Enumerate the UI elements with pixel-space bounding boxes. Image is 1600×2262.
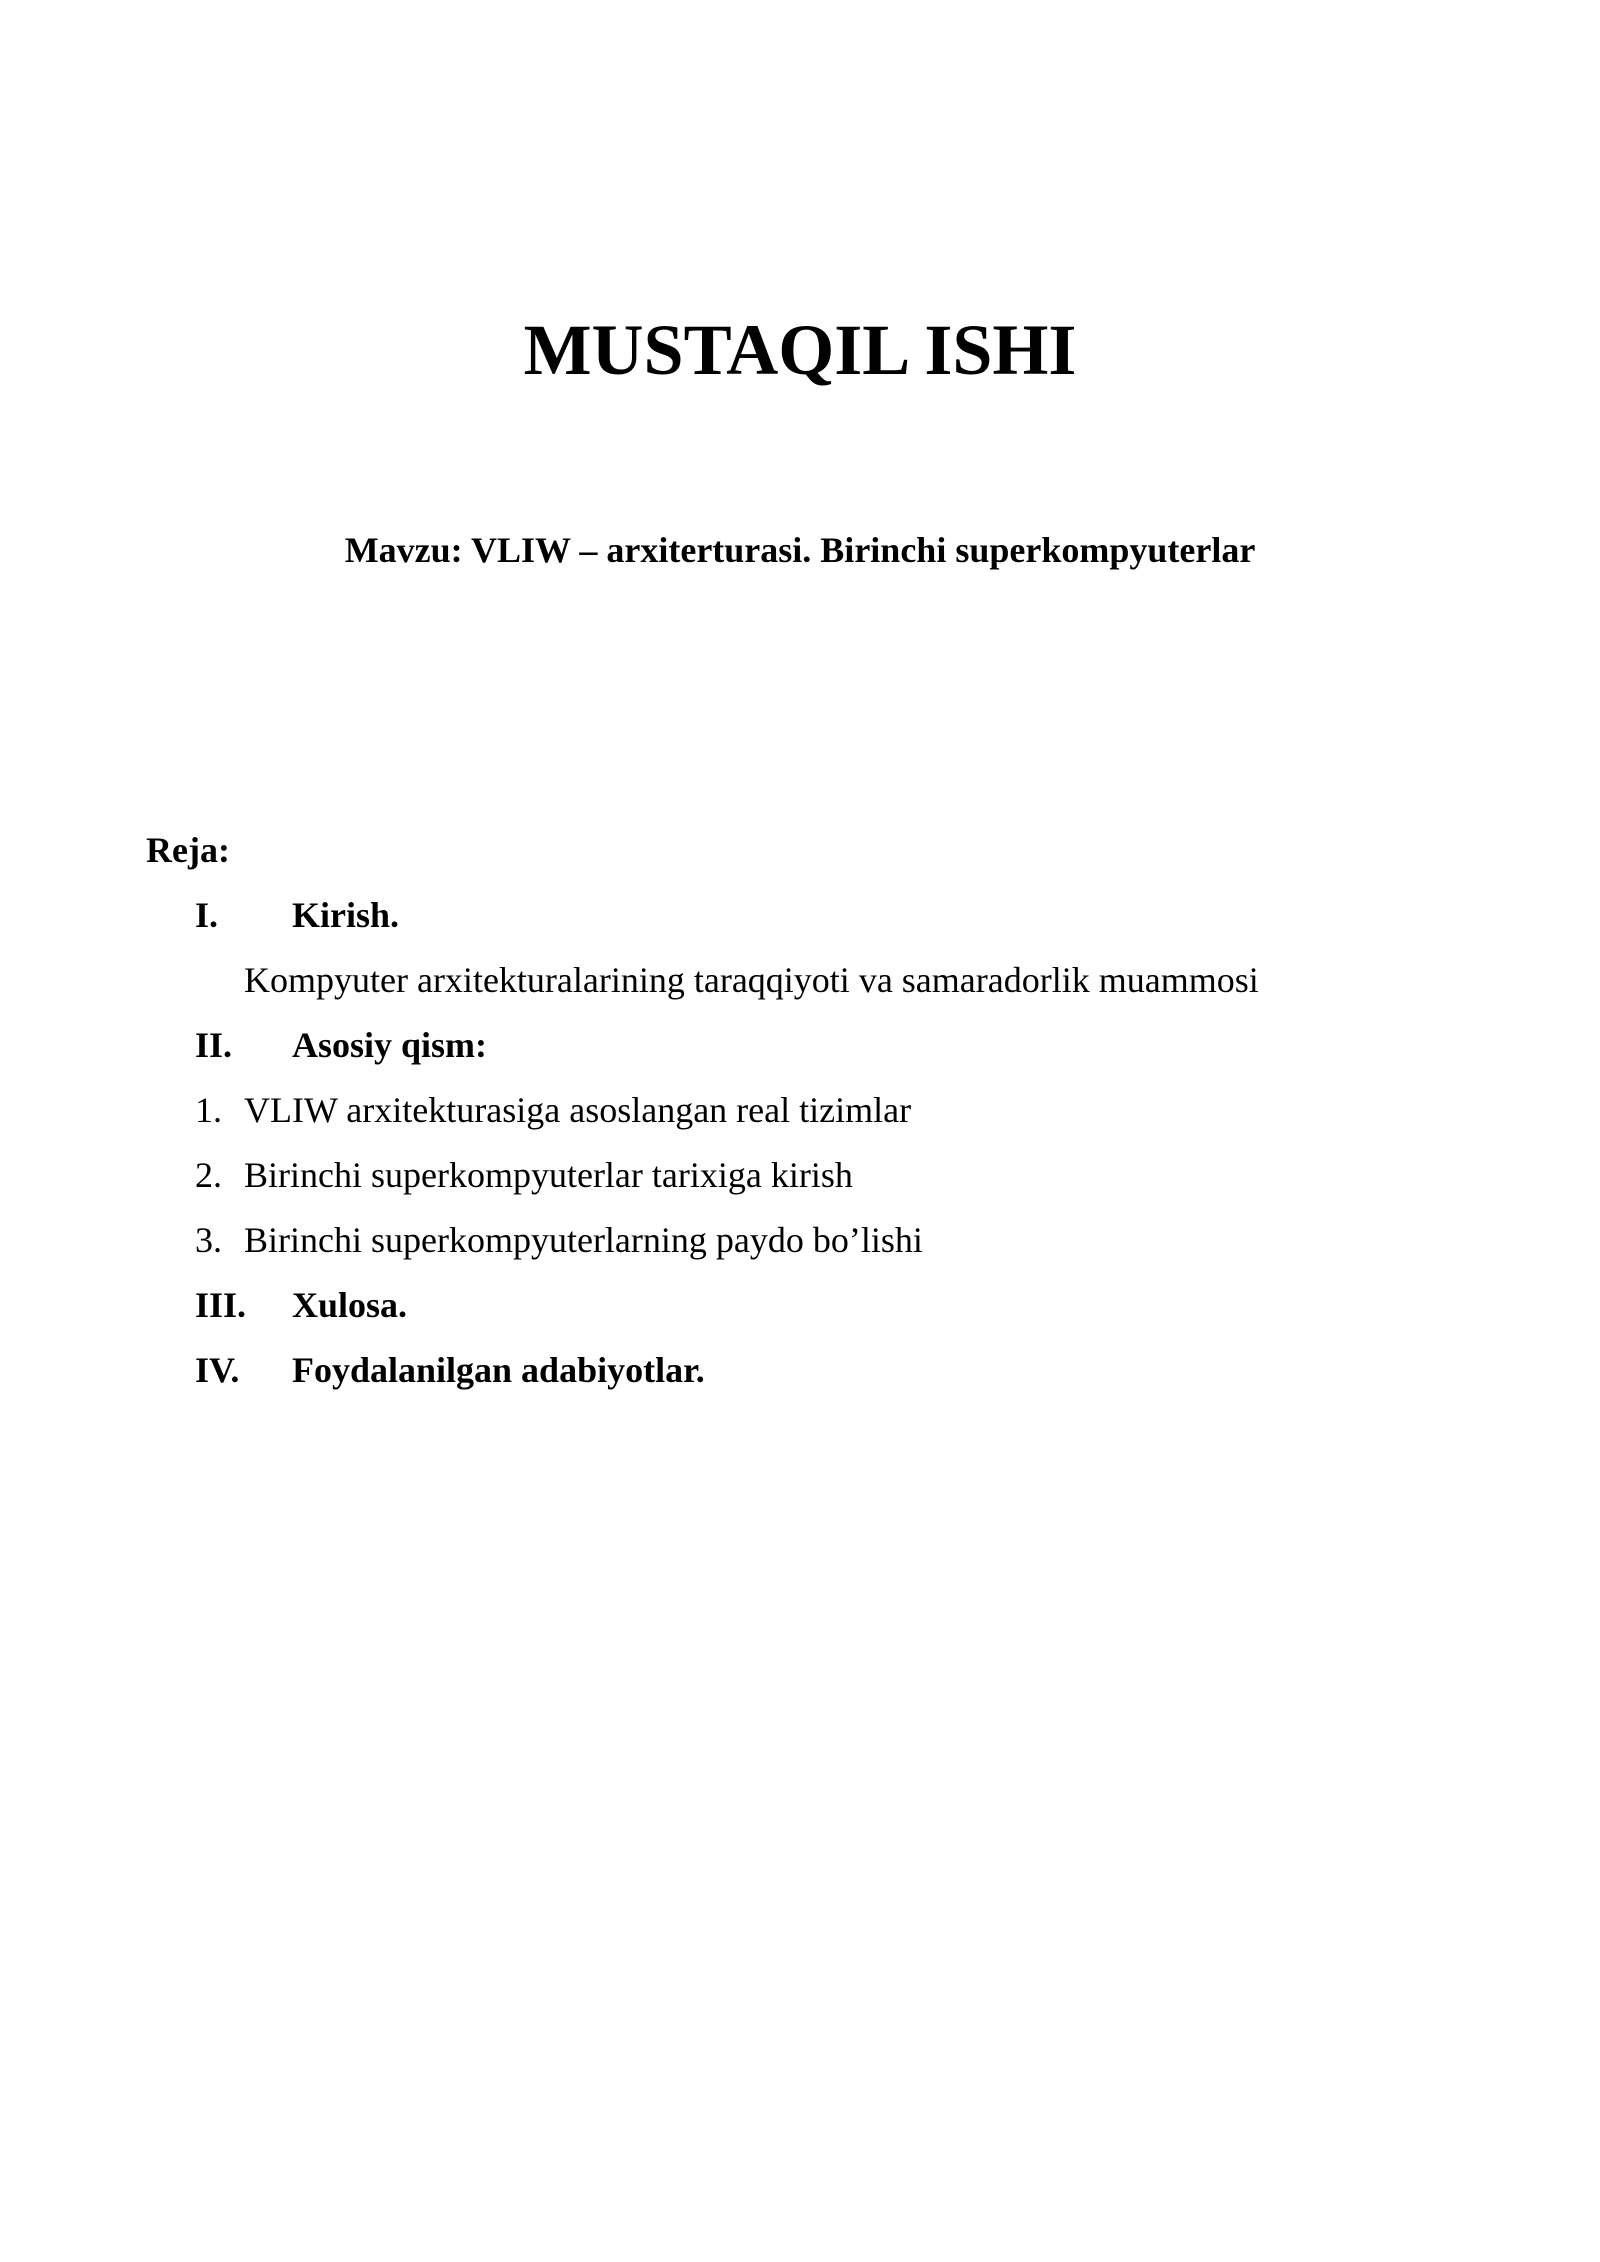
page-title: MUSTAQIL ISHI bbox=[523, 310, 1077, 390]
subitem-label-3: Birinchi superkompyuterlarning paydo bo’lishi bbox=[244, 1220, 923, 1260]
subitem-marker-3: 3. bbox=[195, 1220, 222, 1260]
section-marker-2: II. bbox=[195, 1025, 233, 1065]
section-label-1: Kirish. bbox=[292, 895, 400, 935]
section-marker-1: I. bbox=[195, 895, 219, 935]
topic-subtitle: Mavzu: VLIW – arxiterturasi. Birinchi superkompyuterlar bbox=[344, 530, 1256, 570]
section-label-2: Asosiy qism: bbox=[292, 1025, 488, 1065]
subitem-label-1: VLIW arxitekturasiga asoslangan real tizimlar bbox=[244, 1090, 912, 1130]
section-marker-4: IV. bbox=[195, 1350, 240, 1390]
section-label-4: Foydalanilgan adabiyotlar. bbox=[292, 1350, 705, 1390]
section-marker-3: III. bbox=[195, 1285, 247, 1325]
subitem-marker-1: 1. bbox=[195, 1090, 222, 1130]
subitem-label-2: Birinchi superkompyuterlar tarixiga kirish bbox=[244, 1155, 853, 1195]
plan-heading: Reja: bbox=[146, 830, 230, 870]
intro-text: Kompyuter arxitekturalarining taraqqiyoti va samaradorlik muammosi bbox=[244, 960, 1259, 1000]
section-label-3: Xulosa. bbox=[292, 1285, 408, 1325]
subitem-marker-2: 2. bbox=[195, 1155, 222, 1195]
